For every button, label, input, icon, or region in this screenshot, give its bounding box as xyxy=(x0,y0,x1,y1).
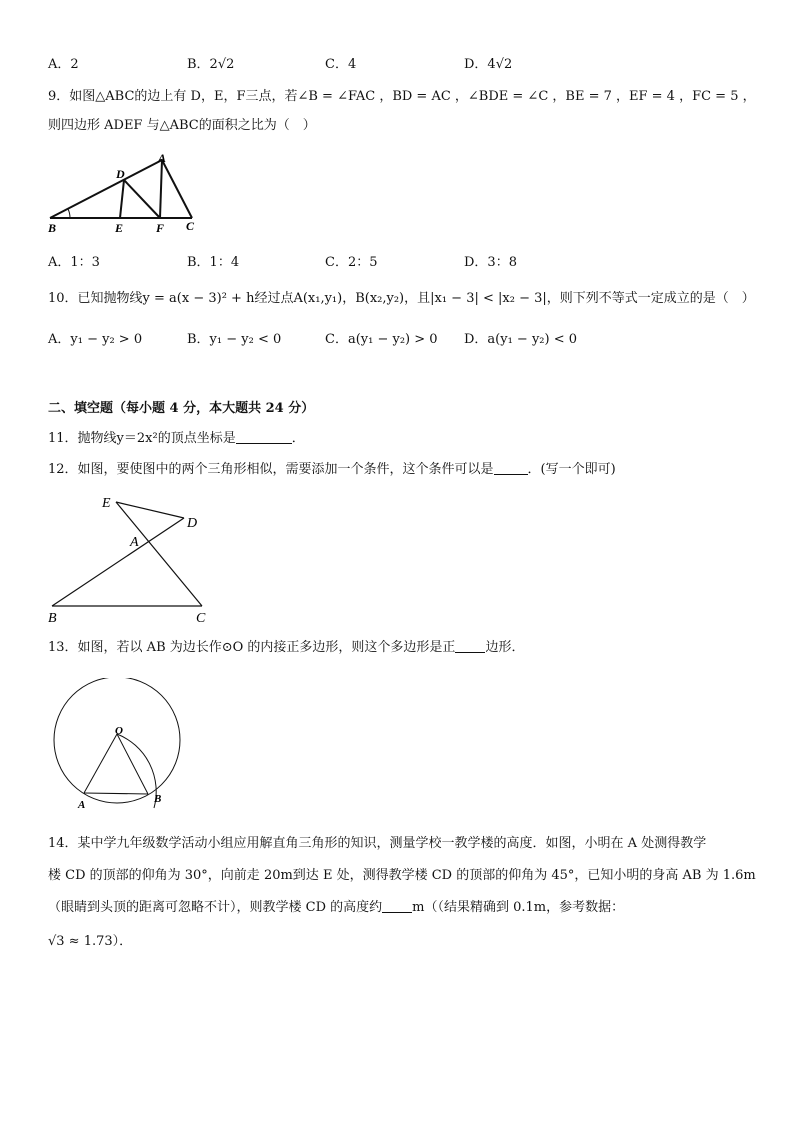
q9-option-d: D．3：8 xyxy=(464,255,517,270)
q9-segment-ac xyxy=(162,160,192,218)
q8-option-b: B．2√2 xyxy=(187,57,235,72)
q12-segment-bd xyxy=(52,518,184,606)
q14-text-before-blank: （眼睛到头顶的距离可忽略不计），则教学楼 CD 的高度约 xyxy=(48,900,383,915)
q13-circle-figure xyxy=(44,678,194,814)
q9-label-b: B xyxy=(48,221,57,235)
q9-label-f: F xyxy=(156,221,165,235)
q14-stem-line4: √3 ≈ 1.73）． xyxy=(48,934,133,949)
q10-option-c: C．a(y₁ − y₂) > 0 xyxy=(325,332,438,347)
q9-label-e: E xyxy=(115,221,124,235)
q11-text-before-blank: 11．抛物线y＝2x²的顶点坐标是 xyxy=(48,431,236,446)
q9-option-c: C．2：5 xyxy=(325,255,378,270)
q12-label-b: B xyxy=(48,611,57,624)
q13-text-after-blank: 边形． xyxy=(485,640,525,655)
q12-answer-blank[interactable] xyxy=(494,461,528,475)
q13-label-o: O xyxy=(115,725,123,737)
section-fill-in-blank-heading: 二、填空题（每小题 4 分，本大题共 24 分） xyxy=(48,401,315,416)
q8-option-a: A．2 xyxy=(48,57,79,72)
q13-text-before-blank: 13．如图，若以 AB 为边长作⊙O 的内接正多边形，则这个多边形是正 xyxy=(48,640,456,655)
q9-label-a: A xyxy=(158,152,167,165)
q13-label-a: A xyxy=(78,799,86,811)
q9-option-b: B．1：4 xyxy=(187,255,240,270)
q9-segment-de xyxy=(120,180,124,218)
q9-stem-line2: 则四边形 ADEF 与△ABC的面积之比为（ ） xyxy=(48,118,316,133)
q14-stem-line3 xyxy=(48,899,624,917)
q13-stem xyxy=(48,639,524,657)
q13-radius-oa xyxy=(84,734,117,793)
q13-chord-ab xyxy=(84,793,148,794)
q9-stem-line1: 9．如图△ABC的边上有 D，E，F三点，若∠B = ∠FAC ，BD = AC ，∠BDE = ∠C ，BE = 7 ，EF = 4 ，FC = 5 ， xyxy=(48,89,756,104)
q12-label-c: C xyxy=(196,611,206,624)
q14-answer-blank[interactable] xyxy=(382,899,412,913)
q10-option-d: D．a(y₁ − y₂) < 0 xyxy=(464,332,578,347)
q12-stem xyxy=(48,461,616,479)
q12-text-after-blank: ．(写一个即可) xyxy=(527,462,616,477)
q12-label-d: D xyxy=(187,516,198,531)
q9-segment-af xyxy=(160,160,162,218)
q13-answer-blank[interactable] xyxy=(455,639,485,653)
q14-stem-line2: 楼 CD 的顶部的仰角为 30°，向前走 20m到达 E 处，测得教学楼 CD 的顶部的仰角为 45°，已知小明的身高 AB 为 1.6m xyxy=(48,868,756,883)
q14-text-after-blank: m（（结果精确到 0.1m，参考数据： xyxy=(412,900,625,915)
q12-segment-ed xyxy=(116,502,184,518)
q8-option-d: D．4√2 xyxy=(464,57,513,72)
q9-label-d: D xyxy=(116,167,125,181)
q13-label-b: B xyxy=(154,793,162,805)
q11-text-after-blank: ． xyxy=(291,431,305,446)
q14-stem-line1: 14．某中学九年级数学活动小组应用解直角三角形的知识，测量学校一教学楼的高度．如图，小明在 A 处测得教学 xyxy=(48,836,707,851)
q12-label-e: E xyxy=(102,496,111,511)
q9-segment-ba xyxy=(50,160,162,218)
q12-label-a: A xyxy=(130,535,139,550)
q9-option-a: A．1：3 xyxy=(48,255,100,270)
q9-segment-df xyxy=(124,180,160,218)
q11-stem xyxy=(48,430,305,448)
q11-answer-blank[interactable] xyxy=(236,430,292,444)
q10-option-a: A．y₁ − y₂ > 0 xyxy=(48,332,143,347)
q10-option-b: B．y₁ − y₂ < 0 xyxy=(187,332,282,347)
q9-label-c: C xyxy=(186,219,195,233)
q12-text-before-blank: 12．如图，要使图中的两个三角形相似，需要添加一个条件，这个条件可以是 xyxy=(48,462,494,477)
q10-stem: 10．已知抛物线y = a(x − 3)² + h经过点A(x₁,y₁)，B(x₂,y₂)，且|x₁ − 3| < |x₂ − 3|，则下列不等式一定成立的是（ ） xyxy=(48,291,755,306)
q8-option-c: C．4 xyxy=(325,57,357,72)
q12-bowtie-triangles-figure xyxy=(44,490,224,624)
q9-triangle-figure xyxy=(44,152,204,238)
q13-circle-o xyxy=(54,678,180,803)
q9-angle-b-mark xyxy=(68,209,70,218)
